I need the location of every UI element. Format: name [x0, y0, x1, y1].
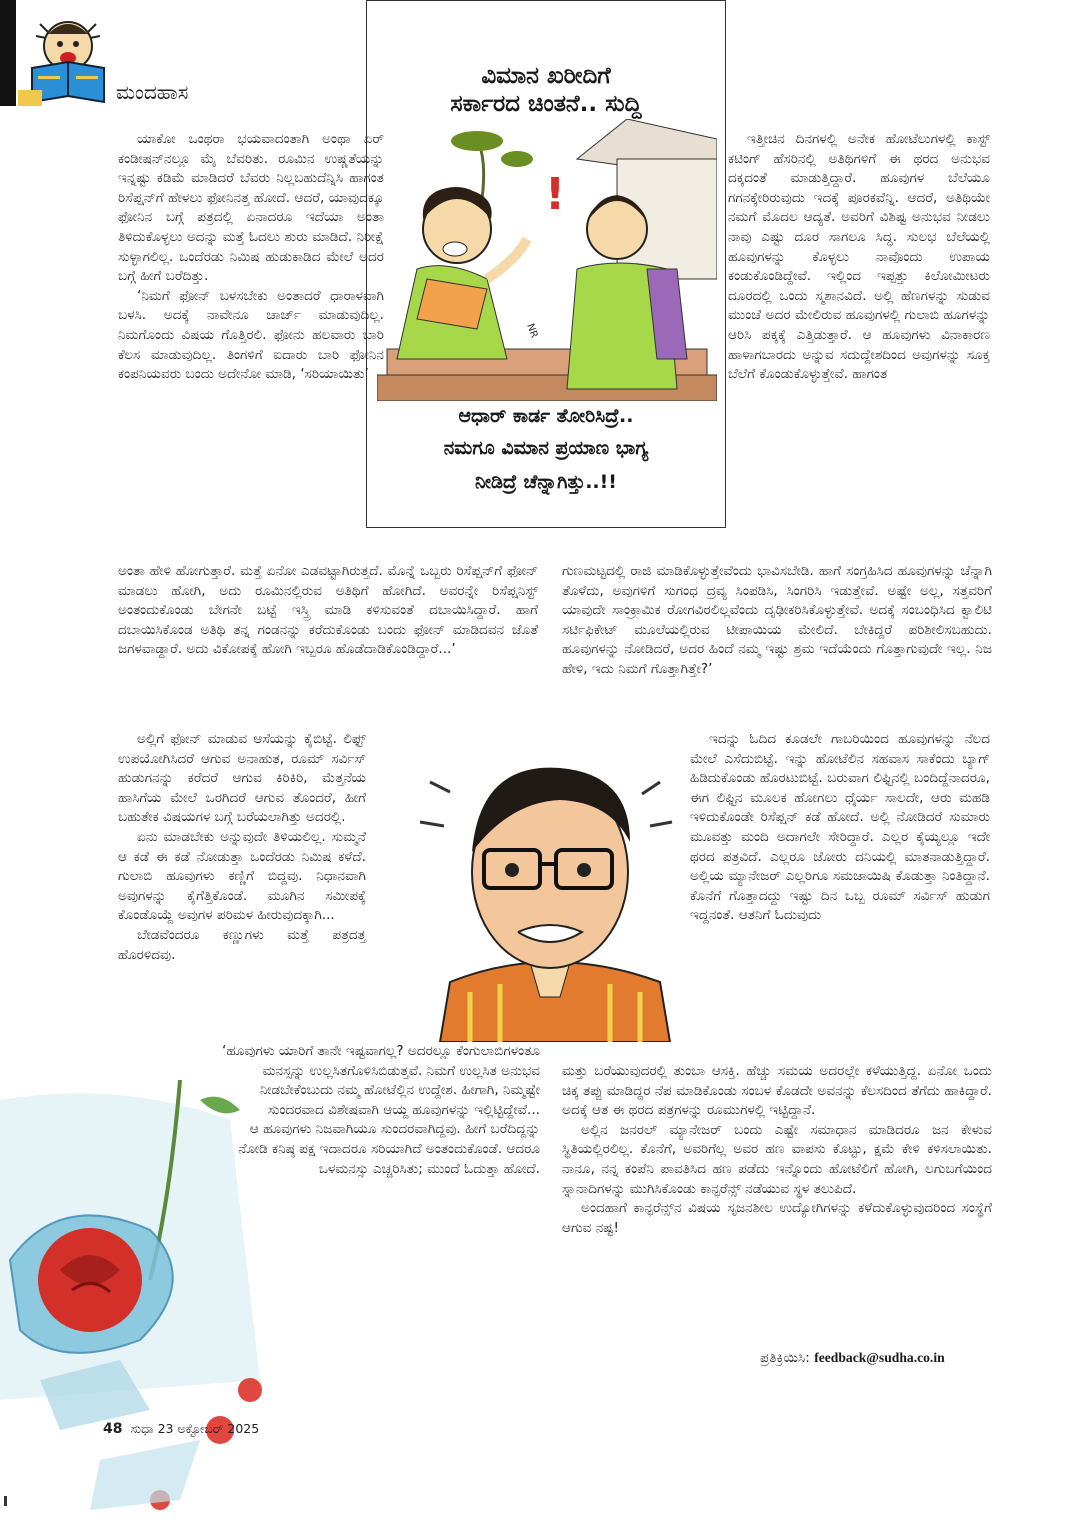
reader-mascot-icon [18, 6, 118, 106]
page-number: 48 [103, 1421, 123, 1437]
section-title: ಮಂದಹಾಸ [116, 80, 189, 104]
feedback-email[interactable]: feedback@sudha.co.in [814, 1350, 945, 1365]
margin-mark [4, 1496, 7, 1506]
paragraph: ಏನು ಮಾಡಬೇಕು ಅನ್ನುವುದೇ ತಿಳಿಯಲಿಲ್ಲ. ಸುಮ್ಮನೆ ಆ ಕಡೆ ಈ ಕಡೆ ನೋಡುತ್ತಾ ಒಂದೆರಡು ನಿಮಿಷ ಕಳೆದೆ. ಗುಲಾಬಿ ಹೂವುಗಳು ಕಣ್ಣಿಗೆ ಬಿದ್ದವು. ನಿಧಾನವಾಗಿ ಅವುಗಳನ್ನು ಕೈಗೆತ್ತಿಕೊಂಡೆ. ಮೂಗಿನ ಸಮೀಪಕ್ಕೆ ಕೊಂಡೊಯ್ದೆ ಅವುಗಳ ಪರಿಮಳ ಹೀರುವುದಕ್ಕಾಗಿ... [118, 828, 366, 924]
worried-man-illustration [410, 722, 690, 1042]
article-wide-left [118, 562, 538, 660]
svg-text:NR: NR [524, 322, 540, 340]
cartoon-illustration [377, 119, 717, 401]
issue-date: 23 ಅಕ್ಟೋಬರ್ 2025 [157, 1421, 260, 1436]
paragraph: ಮತ್ತು ಬರೆಯುವುದರಲ್ಲಿ ತುಂಬಾ ಆಸಕ್ತಿ. ಹೆಚ್ಚು ಸಮಯ ಅದರಲ್ಲೇ ಕಳೆಯುತ್ತಿದ್ದ. ಏನೋ ಒಂದು ಚಿಕ್ಕ ತಪ್ಪು ಮಾಡಿದ್ದರ ನೆಪ ಮಾಡಿಕೊಂಡು ಸಂಬಳ ಕೊಡದೇ ಅವನನ್ನು ಕೆಲಸದಿಂದ ತೆಗೆದು ಹಾಕಿದ್ದಾರೆ. ಅದಕ್ಕೆ ಆತ ಈ ಥರದ ಪತ್ರಗಳನ್ನು ರೂಮುಗಳಲ್ಲಿ ಇಟ್ಟಿದ್ದಾನೆ. [562, 1063, 992, 1119]
rose-vase-illustration [0, 1080, 300, 1520]
feedback-label: ಪ್ರತಿಕ್ರಿಯಿಸಿ: [760, 1350, 810, 1366]
svg-text:!: ! [545, 169, 566, 220]
paragraph: ಯಾಕೋ ಒಂಥರಾ ಭಯವಾದಂತಾಗಿ ಅಂಥಾ ಏರ್ ಕಂಡೀಷನ್‌ನಲ್ಲೂ ಮೈ ಬೆವರಿತು. ರೂಮಿನ ಉಷ್ಣತೆಯನ್ನು ಇನ್ನಷ್ಟು ಕಡಿಮೆ ಮಾಡಿದರೆ ಬೆವರು ನಿಲ್ಲಬಹುದೆನ್ನಿಸಿ ಹಾಗಂತ ರಿಸೆಪ್ಷನ್‌ಗೆ ಹೇಳಲು ಫೋನಿನತ್ತ ಹೋದೆ. ಆದರೆ, ಯಾವುದಕ್ಕೂ ಫೋನಿನ ಬಗ್ಗೆ ಪತ್ರದಲ್ಲಿ ಏನಾದರೂ ಇದೆಯಾ ಅಂತಾ ತಿಳಿದುಕೊಳ್ಳಲು ಅದನ್ನು ಮತ್ತೆ ಓದಲು ಶುರು ಮಾಡಿದೆ. ನಿರೀಕ್ಷೆ ಸುಳ್ಳಾಗಲಿಲ್ಲ. ಒಂದೆರಡು ನಿಮಿಷ ಹುಡುಕಾಡಿದ ಮೇಲೆ ಅದರ ಬಗ್ಗೆ ಹೀಗೆ ಬರೆದಿತ್ತು. [118, 131, 384, 285]
cartoon-caption-3: ನೀಡಿದ್ರೆ ಚೆನ್ನಾಗಿತ್ತು..!! [475, 471, 617, 493]
cartoon-caption-1: ಆಧಾರ್ ಕಾರ್ಡ ತೋರಿಸಿದ್ರೆ.. [458, 405, 634, 427]
paragraph: ಇತ್ತೀಚಿನ ದಿನಗಳಲ್ಲಿ ಅನೇಕ ಹೋಟೆಲುಗಳಲ್ಲಿ ಕಾಸ್ಟ್ ಕಟಿಂಗ್ ಹೆಸರಿನಲ್ಲಿ ಅತಿಥಿಗಳಿಗೆ ಈ ಥರದ ಅನುಭವ ದಕ್ಕದಂತೆ ಮಾಡುತ್ತಿದ್ದಾರೆ. ಹೂವುಗಳ ಬೆಲೆಯೂ ಗಗನಕ್ಕೇರಿರುವುದು ಇದಕ್ಕೆ ಪೂರಕವೆನ್ನಿ. ಆದರೆ, ಅತಿಥಿಯೇ ನಮಗೆ ಮೊದಲ ಆದ್ಯತೆ. ಅವರಿಗೆ ವಿಶಿಷ್ಟ ಅನುಭವ ನೀಡಲು ನಾವು ಎಷ್ಟು ದೂರ ಸಾಗಲೂ ಸಿದ್ಧ. ಸುಲಭ ಬೆಲೆಯಲ್ಲಿ ಹೂವುಗಳನ್ನು ಕೊಳ್ಳಲು ನಾವೊಂದು ಉಪಾಯ ಕಂಡುಕೊಂಡಿದ್ದೇವೆ. ಇಲ್ಲಿಂದ ಇಪ್ಪತ್ತು ಕಿಲೋಮೀಟರು ದೂರದಲ್ಲಿ ಒಂದು ಸ್ಮಶಾನವಿದೆ. ಅಲ್ಲಿ ಹೆಣಗಳನ್ನು ಸುಡುವ ಮುಂಚೆ ಅದರ ಮೇಲಿರುವ ಹೂವುಗಳಲ್ಲಿ ಗುಲಾಬಿ ಹೂಗಳನ್ನು ಆರಿಸಿ ಪಕ್ಕಕ್ಕೆ ಎತ್ತಿಡುತ್ತಾರೆ. ಆ ಹೂವುಗಳು ವಿನಾಕಾರಣ ಹಾಳಾಗಬಾರದು ಅನ್ನುವ ಸದುದ್ದೇಶದಿಂದ ಅವುಗಳನ್ನು ಸೂಕ್ತ ಬೆಲೆಗೆ ಕೊಂಡುಕೊಳ್ಳುತ್ತೇವೆ. ಹಾಗಂತ [728, 131, 990, 383]
cartoon-panel [366, 0, 726, 528]
cartoon-headline-1: ವಿಮಾನ ಖರೀದಿಗೆ [481, 63, 611, 89]
article-column-right [728, 130, 990, 385]
paragraph: ಗುಣಮಟ್ಟದಲ್ಲಿ ರಾಜಿ ಮಾಡಿಕೊಳ್ಳುತ್ತೇವೆಂದು ಭಾವಿಸಬೇಡಿ. ಹಾಗೆ ಸಂಗ್ರಹಿಸಿದ ಹೂವುಗಳನ್ನು ಚೆನ್ನಾಗಿ ತೊಳೆದು, ಅವುಗಳಿಗೆ ಸುಗಂಧ ದ್ರವ್ಯ ಸಿಂಪಡಿಸಿ, ಸಿಂಗರಿಸಿ ಇಡುತ್ತೇವೆ. ಅಷ್ಟೇ ಅಲ್ಲ, ಸತ್ತವರಿಗೆ ಯಾವುದೇ ಸಾಂಕ್ರಾಮಿಕ ರೋಗವಿರಲಿಲ್ಲವೆಂದು ದೃಢೀಕರಿಸಿಕೊಳ್ಳುತ್ತೇವೆ. ಅದಕ್ಕೆ ಸಂಬಂಧಿಸಿದ ಕ್ವಾಲಿಟಿ ಸರ್ಟಿಫಿಕೇಟ್ ಮೂಲೆಯಲ್ಲಿರುವ ಟೀಪಾಯಿಯ ಮೇಲಿದೆ. ಬೇಕಿದ್ದರೆ ಪರಿಶೀಲಿಸಬಹುದು. ಹೂವುಗಳನ್ನು ನೋಡಿದರೆ, ಅದರ ಹಿಂದೆ ನಮ್ಮ ಇಷ್ಟು ಶ್ರಮ ಇದೆಯೆಂದು ಗೊತ್ತಾಗುವುದೇ ಇಲ್ಲ. ನಿಜ ಹೇಳಿ, ಇದು ನಿಮಗೆ ಗೊತ್ತಾಗಿತ್ತೇ?’ [562, 563, 992, 677]
paragraph: ಅಂದಹಾಗೆ ಕಾನ್ಫರೆನ್ಸ್‌ನ ವಿಷಯ ಸೃಜನಶೀಲ ಉದ್ಯೋಗಿಗಳನ್ನು ಕಳೆದುಕೊಳ್ಳುವುದರಿಂದ ಸಂಸ್ಥೆಗೆ ಆಗುವ ನಷ್ಟ! [562, 1200, 992, 1236]
article-bottom-right [562, 1062, 992, 1238]
paragraph: ಅಲ್ಲಿಗೆ ಫೋನ್ ಮಾಡುವ ಆಸೆಯನ್ನು ಕೈಬಿಟ್ಟೆ. ಲಿಫ್ಟ್ ಉಪಯೋಗಿಸಿದರೆ ಆಗುವ ಅನಾಹುತ, ರೂಮ್ ಸರ್ವಿಸ್ ಹುಡುಗನನ್ನು ಕರೆದರೆ ಆಗುವ ಕಿರಿಕಿರಿ, ಮೆತ್ತನೆಯ ಹಾಸಿಗೆಯ ಮೇಲೆ ಒರಗಿದರೆ ಆಗುವ ತೊಂದರೆ, ಹೀಗೆ ಬಹುತೇಕ ವಿಷಯಗಳ ಬಗ್ಗೆ ಬರೆಯಲಾಗಿತ್ತು ಅದರಲ್ಲಿ. [118, 731, 366, 826]
article-mid-left [118, 730, 366, 965]
paragraph: ಇದನ್ನು ಓದಿದ ಕೂಡಲೇ ಗಾಬರಿಯಿಂದ ಹೂವುಗಳನ್ನು ನೆಲದ ಮೇಲೆ ಎಸೆದುಬಿಟ್ಟೆ. ಇನ್ನು ಹೋಟೆಲಿನ ಸಹವಾಸ ಸಾಕೆಂದು ಬ್ಯಾಗ್ ಹಿಡಿದುಕೊಂಡು ಹೊರಟುಬಿಟ್ಟೆ. ಬರುವಾಗ ಲಿಫ್ಟಿನಲ್ಲಿ ಬಂದಿದ್ದೆನಾದರೂ, ಈಗ ಲಿಫ್ಟಿನ ಮೂಲಕ ಹೋಗಲು ಧೈರ್ಯ ಸಾಲದೇ, ಆರು ಮಹಡಿ ಇಳಿದುಕೊಂಡೇ ರಿಸೆಪ್ಷನ್ ಕಡೆ ಹೋದೆ. ಅಲ್ಲಿ ನೋಡಿದರೆ ಸುಮಾರು ಮೂವತ್ತು ಮಂದಿ ಅದಾಗಲೇ ಸೇರಿದ್ದಾರೆ. ಎಲ್ಲರ ಕೈಯ್ಯಲ್ಲೂ ಇದೇ ಥರದ ಪತ್ರವಿದೆ. ಎಲ್ಲರೂ ಜೋರು ದನಿಯಲ್ಲಿ ಮಾತನಾಡುತ್ತಿದ್ದಾರೆ. ಅಲ್ಲಿಯ ಮ್ಯಾನೇಜರ್ ಎಲ್ಲರಿಗೂ ಸಮಜಾಯಿಷಿ ಕೊಡುತ್ತಾ ನಿಂತಿದ್ದಾನೆ. ಕೊನೆಗೆ ಗೊತ್ತಾದದ್ದು ಇಷ್ಟು ದಿನ ಒಬ್ಬ ರೂಮ್ ಸರ್ವಿಸ್ ಹುಡುಗ ಇದ್ದನಂತೆ. ಆತನಿಗೆ ಓದುವುದು [690, 731, 990, 924]
article-mid-right [690, 730, 990, 926]
cartoon-caption-2: ನಮಗೂ ವಿಮಾನ ಪ್ರಯಾಣ ಭಾಗ್ಯ [443, 437, 649, 459]
paragraph: ಅಂತಾ ಹೇಳಿ ಹೋಗುತ್ತಾರೆ. ಮತ್ತೆ ಏನೋ ಎಡವಟ್ಟಾಗಿರುತ್ತದೆ. ಮೊನ್ನೆ ಒಬ್ಬರು ರಿಸೆಪ್ಷನ್‌ಗೆ ಫೋನ್ ಮಾಡಲು ಹೋಗಿ, ಅದು ರೂಮಿನಲ್ಲಿರುವ ಅತಿಥಿಗೆ ಹೋಗಿದೆ. ಅವರನ್ನೇ ರಿಸೆಪ್ಷನಿಸ್ಟ್ ಅಂತಂದುಕೊಂಡು ಬೇಗನೇ ಬಟ್ಟೆ ಇಸ್ತ್ರಿ ಮಾಡಿ ಕಳಿಸುವಂತೆ ದಬಾಯಿಸಿದ್ದಾರೆ. ಹಾಗೆ ದಬಾಯಿಸಿಕೊಂಡ ಅತಿಥಿ ತನ್ನ ಗಂಡನನ್ನು ಕರೆದುಕೊಂಡು ಬಂದು ಫೋನ್ ಮಾಡಿದವನ ಜೊತೆ ಜಗಳವಾಡ್ದಾರೆ. ಅದು ವಿಕೋಪಕ್ಕೆ ಹೋಗಿ ಇಬ್ಬರೂ ಹೊಡೆದಾಡಿಕೊಂಡಿದ್ದಾರೆ...’ [118, 563, 538, 658]
article-column-left [118, 130, 384, 385]
paragraph: ಬೇಡವೆಂದರೂ ಕಣ್ಣುಗಳು ಮತ್ತೆ ಪತ್ರದತ್ತ ಹೊರಳಿದವು. [118, 926, 366, 963]
paragraph: ಆ ಹೂವುಗಳು ನಿಜವಾಗಿಯೂ ಸುಂದರವಾಗಿದ್ದವು. ಹೀಗೆ ಬರೆದಿದ್ದನ್ನು ನೋಡಿ ಕನಿಷ್ಠ ಪಕ್ಷ ಇದಾದರೂ ಸರಿಯಾಗಿದೆ ಅಂತಂದುಕೊಂಡೆ. ಆದರೂ ಒಳಮನಸ್ಸು ಎಚ್ಚರಿಸಿತು; ಮುಂದೆ ಓದುತ್ತಾ ಹೋದೆ. [238, 1121, 540, 1177]
page-folio [103, 1421, 259, 1437]
cartoon-headline-2: ಸರ್ಕಾರದ ಚಿಂತನೆ.. ಸುದ್ದಿ [450, 91, 642, 117]
paragraph: ‘ನಿಮಗೆ ಫೋನ್ ಬಳಸಬೇಕು ಅಂತಾದರೆ ಧಾರಾಳವಾಗಿ ಬಳಸಿ. ಅದಕ್ಕೆ ನಾವೇನೂ ಚಾರ್ಜ್ ಮಾಡುವುದಿಲ್ಲ. ನಿಮಗೊಂದು ವಿಷಯ ಗೊತ್ತಿರಲಿ. ಫೋನು ಹಲವಾರು ಬಾರಿ ಕೆಲಸ ಮಾಡುವುದಿಲ್ಲ. ತಿಂಗಳಿಗೆ ಐದಾರು ಬಾರಿ ಫೋನಿನ ಕಂಪನಿಯವರು ಬಂದು ಅದೇನೋ ಮಾಡಿ, ‘ಸರಿಯಾಯಿತು’ [118, 287, 384, 383]
paragraph: ‘ಹೂವುಗಳು ಯಾರಿಗೆ ತಾನೇ ಇಷ್ಟವಾಗಲ್ಲ? ಅದರಲ್ಲೂ ಕೆಂಗುಲಾಬಿಗಳಂತೂ ಮನಸ್ಸನ್ನು ಉಲ್ಲಸಿತಗೊಳಿಸಿಬಿಡುತ್ತವೆ. ನಿಮಗೆ ಉಲ್ಲಸಿತ ಅನುಭವ ನೀಡಬೇಕೆಂಬುದು ನಮ್ಮ ಹೋಟೆಲ್ಲಿನ ಉದ್ದೇಶ. ಹೀಗಾಗಿ, ನಿಮ್ಮಷ್ಟೇ ಸುಂದರವಾದ ವಿಶೇಷವಾಗಿ ಆಯ್ದ ಹೂವುಗಳನ್ನು ಇಲ್ಲಿಟ್ಟಿದ್ದೇವೆ... [222, 1043, 540, 1118]
feedback-line [760, 1350, 945, 1366]
header-bar [0, 0, 16, 106]
paragraph: ಅಲ್ಲಿನ ಜನರಲ್ ಮ್ಯಾನೇಜರ್ ಬಂದು ಎಷ್ಟೇ ಸಮಾಧಾನ ಮಾಡಿದರೂ ಜನ ಕೇಳುವ ಸ್ಥಿತಿಯಲ್ಲಿರಲಿಲ್ಲ. ಕೊನೆಗೆ, ಅವರಿಗೆಲ್ಲ ಅವರ ಹಣ ವಾಪಸು ಕೊಟ್ಟು, ಕ್ಷಮೆ ಕೇಳಿ ಕಳಿಸಲಾಯಿತು. ನಾನೂ, ನನ್ನ ಕಂಪೆನಿ ಪಾವತಿಸಿದ ಹಣ ಪಡೆದು ಇನ್ನೊಂದು ಹೋಟೆಲಿಗೆ ಹೋಗಿ, ಲಗುಬಗೆಯಿಂದ ಸ್ನಾನಾದಿಗಳನ್ನು ಮುಗಿಸಿಕೊಂಡು ಕಾನ್ಫರೆನ್ಸ್ ನಡೆಯುವ ಸ್ಥಳ ತಲುಪಿದೆ. [562, 1121, 992, 1197]
article-wide-right [562, 562, 992, 680]
magazine-name: ಸುಧಾ [130, 1421, 154, 1436]
